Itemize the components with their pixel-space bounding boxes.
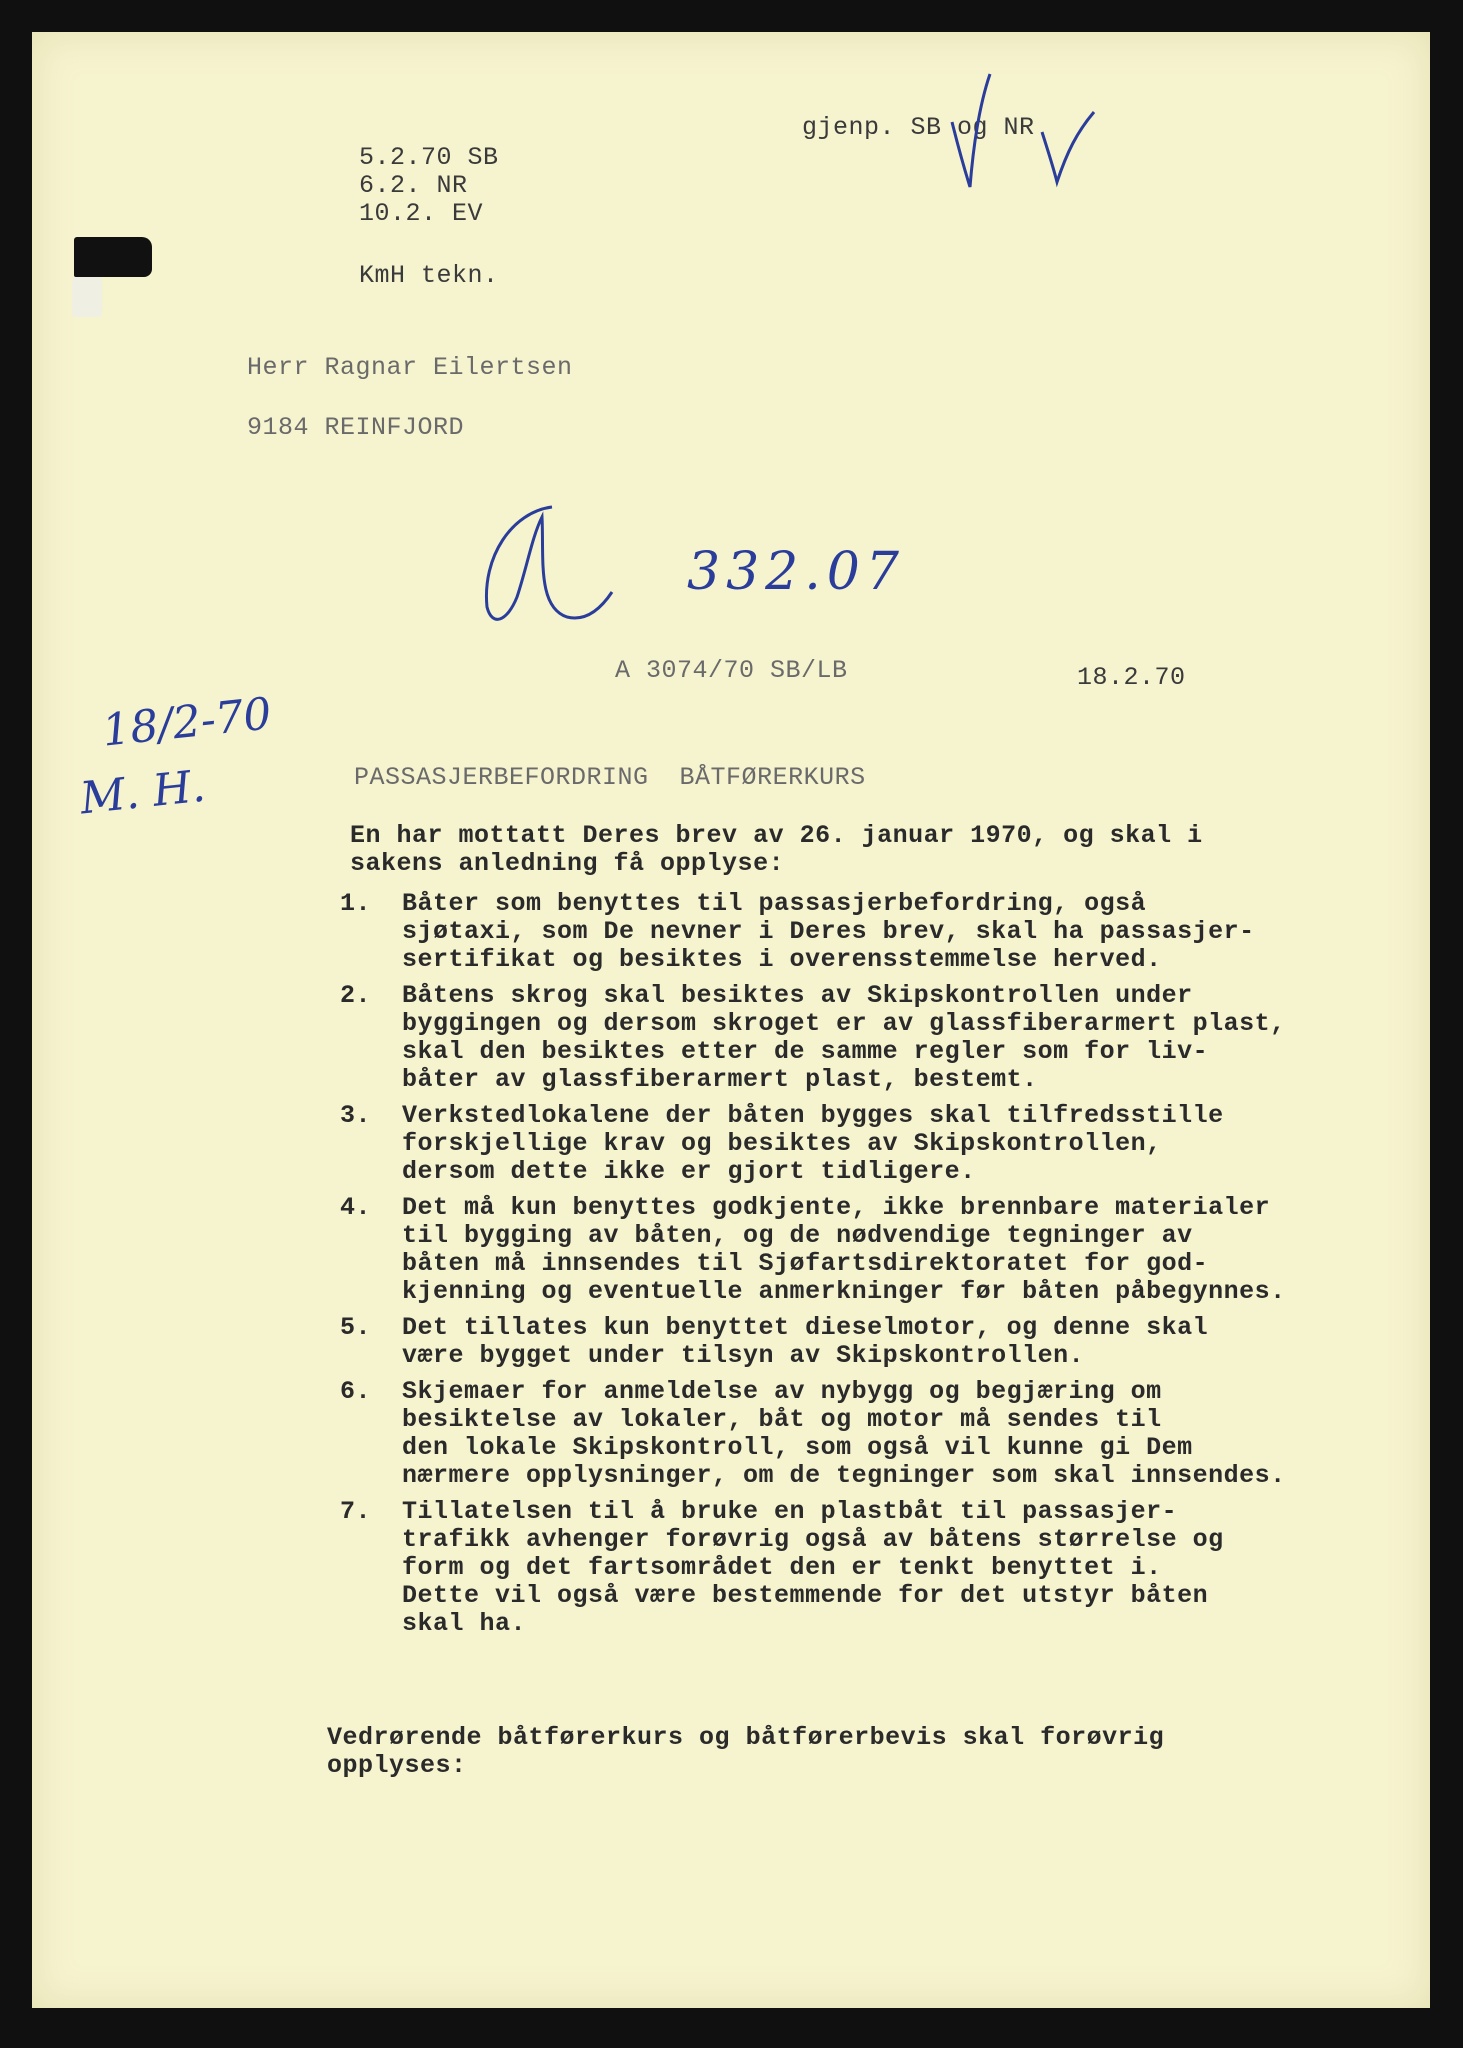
routing-line-1: 5.2.70 SB (359, 143, 499, 172)
numbered-list (340, 890, 1420, 1710)
margin-date: 18/2-70 (99, 688, 274, 757)
list-item-number: 3. (340, 1101, 372, 1130)
routing-line-2: 6.2. NR (359, 171, 468, 200)
list-item-text: Båter som benyttes til passasjerbefordring, også sjøtaxi, som De nevner i Deres brev, skal ha passasjer- sertifikat og besiktes i overensstemmelse herved. (402, 889, 1255, 974)
margin-stain (74, 237, 152, 277)
list-item-text: Båtens skrog skal besiktes av Skipskontrollen under byggingen og dersom skroget er av glassfiberarmert plast, skal den besiktes etter de samme regler som for liv- båter av glassfiberarmert plast, bestemt. (402, 981, 1286, 1094)
list-item-number: 6. (340, 1377, 372, 1406)
list-item-text: Det må kun benyttes godkjente, ikke brennbare materialer til bygging av båten, og de nødvendige tegninger av båten må innsendes til Sjøfartsdirektoratet for god- kjenning og eventuelle anmerkninger før båten påbegynnes. (402, 1193, 1286, 1306)
list-item-text: Verkstedlokalene der båten bygges skal tilfredsstille forskjellige krav og besiktes av Skipskontrollen, dersom dette ikke er gjort tidligere. (402, 1101, 1224, 1186)
copy-note: gjenp. SB og NR (802, 113, 1035, 142)
recipient-address: 9184 REINFJORD (247, 413, 465, 442)
list-item (340, 981, 1286, 1094)
list-item (340, 1377, 1286, 1490)
recipient-name: Herr Ragnar Eilertsen (247, 353, 573, 382)
list-item-text: Tillatelsen til å bruke en plastbåt til passasjer- trafikk avhenger forøvrig også av båtens størrelse og form og det fartsområdet den er tenkt benyttet i. Dette vil også være bestemmende for det utstyr båten skal ha. (402, 1497, 1224, 1638)
handwritten-checkmarks (932, 52, 1132, 212)
list-item-number: 4. (340, 1193, 372, 1222)
file-number: 332.07 (687, 542, 905, 602)
list-item-number: 2. (340, 981, 372, 1010)
list-item (340, 1193, 1286, 1306)
department: KmH tekn. (359, 261, 499, 290)
list-item-text: Det tillates kun benyttet dieselmotor, og denne skal være bygget under tilsyn av Skipskontrollen. (402, 1313, 1209, 1370)
margin-tear (72, 277, 102, 317)
list-item (340, 1497, 1224, 1638)
intro-paragraph: En har mottatt Deres brev av 26. januar 1970, og skal i sakens anledning få opplyse: (350, 821, 1203, 878)
closing-paragraph: Vedrørende båtførerkurs og båtførerbevis skal forøvrig opplyses: (327, 1723, 1165, 1780)
handwritten-signature-mark (472, 497, 632, 647)
routing-line-3: 10.2. EV (359, 199, 484, 228)
list-item-number: 5. (340, 1313, 372, 1342)
reference-number: A 3074/70 SB/LB (615, 656, 848, 685)
subject-line: PASSASJERBEFORDRING BÅTFØRERKURS (354, 763, 866, 792)
margin-initials: M. H. (77, 760, 208, 825)
list-item-number: 7. (340, 1497, 372, 1526)
list-item-text: Skjemaer for anmeldelse av nybygg og begjæring om besiktelse av lokaler, båt og motor må sendes til den lokale Skipskontroll, som også vil kunne gi Dem nærmere opplysninger, om de tegninger som skal innsendes. (402, 1377, 1286, 1490)
letter-date: 18.2.70 (1077, 663, 1186, 692)
document-page (32, 32, 1430, 2008)
list-item-number: 1. (340, 889, 372, 918)
